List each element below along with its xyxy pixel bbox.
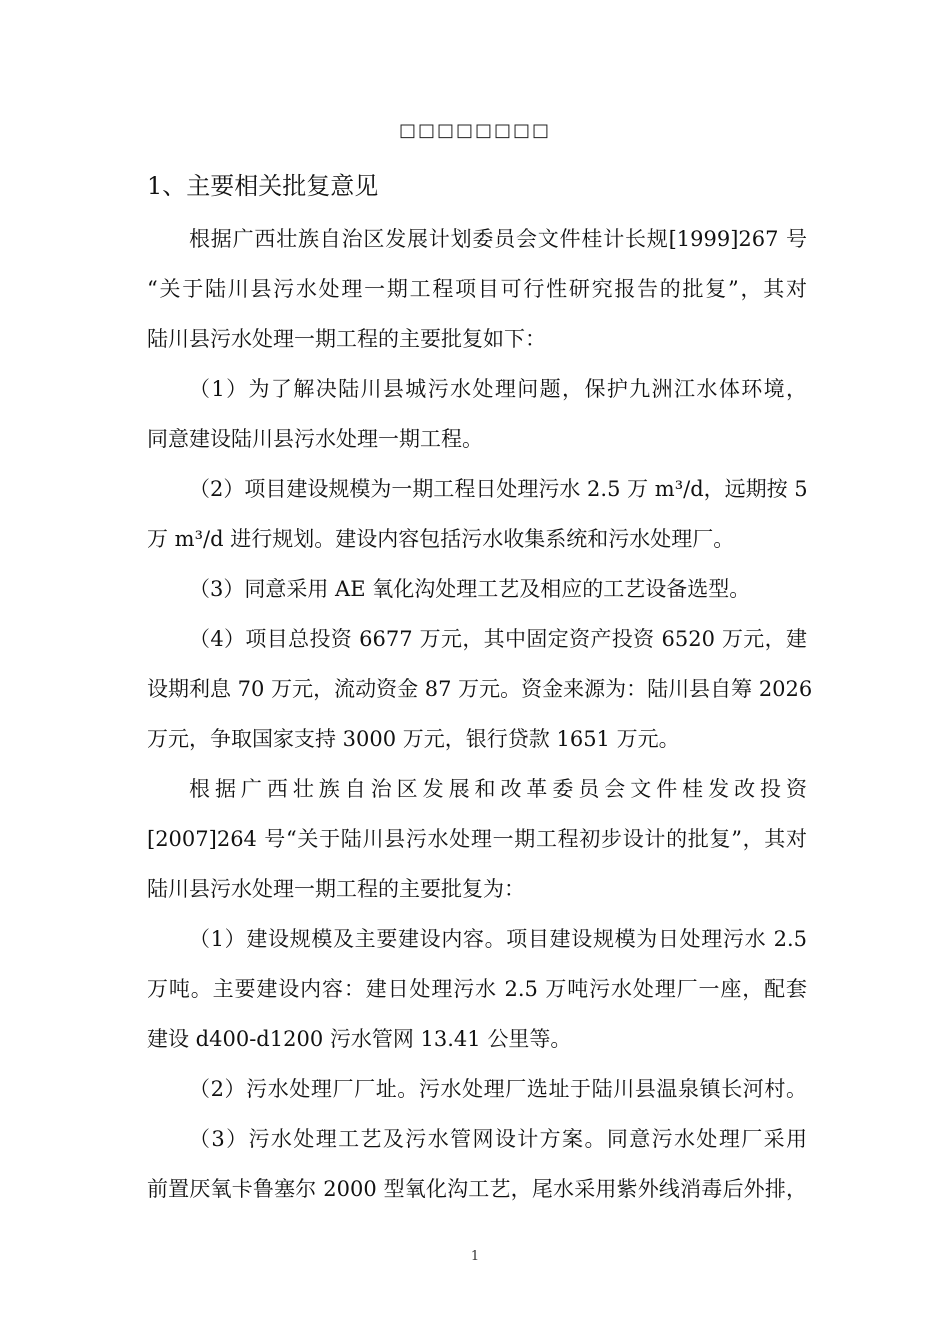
text-line: 万元，争取国家支持 3000 万元，银行贷款 1651 万元。 — [147, 727, 680, 751]
text-line: 设期利息 70 万元，流动资金 87 万元。资金来源为：陆川县自筹 2026 — [147, 677, 813, 701]
text-line: 前置厌氧卡鲁塞尔 2000 型氧化沟工艺，尾水采用紫外线消毒后外排， — [147, 1177, 807, 1201]
text-line: （2）项目建设规模为一期工程日处理污水 2.5 万 m³/d，远期按 5 — [189, 477, 808, 501]
text-line: 根据广西壮族自治区发展和改革委员会文件桂发改投资 — [189, 777, 807, 801]
text-line: 建设 d400-d1200 污水管网 13.41 公里等。 — [147, 1027, 572, 1051]
text-line: （1）为了解决陆川县城污水处理问题，保护九洲江水体环境， — [189, 377, 807, 401]
section-heading: 1、主要相关批复意见 — [147, 172, 379, 200]
text-line: “关于陆川县污水处理一期工程项目可行性研究报告的批复”，其对 — [147, 277, 807, 301]
page-number: 1 — [470, 1249, 480, 1264]
text-line: [2007]264 号“关于陆川县污水处理一期工程初步设计的批复”，其对 — [147, 827, 807, 851]
text-line: （2）污水处理厂厂址。污水处理厂选址于陆川县温泉镇长河村。 — [189, 1077, 807, 1101]
text-line: 万 m³/d 进行规划。建设内容包括污水收集系统和污水处理厂。 — [147, 527, 735, 551]
text-line: 同意建设陆川县污水处理一期工程。 — [147, 427, 483, 451]
document-title: □□□□□□□□ — [398, 120, 552, 141]
text-line: 陆川县污水处理一期工程的主要批复如下： — [147, 327, 546, 351]
text-line: （1）建设规模及主要建设内容。项目建设规模为日处理污水 2.5 — [189, 927, 807, 951]
text-line: 陆川县污水处理一期工程的主要批复为： — [147, 877, 525, 901]
text-line: 根据广西壮族自治区发展计划委员会文件桂计长规[1999]267 号 — [189, 227, 807, 251]
text-line: （3）同意采用 AE 氧化沟处理工艺及相应的工艺设备选型。 — [189, 577, 751, 601]
text-line: 万吨。主要建设内容：建日处理污水 2.5 万吨污水处理厂一座，配套 — [147, 977, 807, 1001]
text-line: （3）污水处理工艺及污水管网设计方案。同意污水处理厂采用 — [189, 1127, 807, 1151]
text-line: （4）项目总投资 6677 万元，其中固定资产投资 6520 万元，建 — [189, 627, 807, 651]
